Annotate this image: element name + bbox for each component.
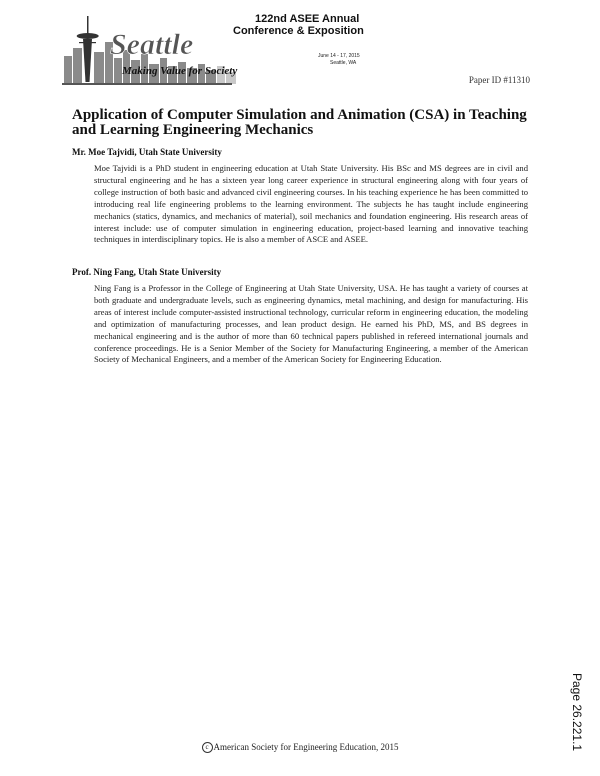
conference-date: June 14 - 17, 2015 — [318, 53, 360, 59]
author-bio: Ning Fang is a Professor in the College of Engineering at Utah State University, USA. He has taught a variety of courses at both graduate and undergraduate levels, such as engineering dynamics, metal machining, and design for manufacturing. His areas of interest include computer-assisted instructional technology, curricular reform in engineering education, the modeling and optimization of manufacturing processes, and lean product design. He earned his PhD, MS, and BS degrees in mechanical engineering and is the author of more than 60 technical papers published in refereed international journals and conference proceedings. He is a Senior Member of the Society for Manufacturing Engineering, a member of the American Society of Mechanical Engineers, and a member of the American Society for Engineering Education. — [94, 283, 528, 365]
author-name: Prof. Ning Fang, Utah State University — [72, 267, 222, 277]
copyright-icon: c — [202, 742, 213, 753]
page-number: Page 26.221.1 — [570, 673, 584, 752]
conference-title-line1: 122nd ASEE Annual — [255, 13, 360, 25]
footer-copyright — [0, 742, 600, 753]
copyright-text: American Society for Engineering Education, 2015 — [213, 742, 399, 752]
conference-dates — [318, 53, 360, 67]
paper-id: Paper ID #11310 — [468, 75, 530, 85]
conference-title — [233, 13, 393, 37]
author-bio: Moe Tajvidi is a PhD student in engineering education at Utah State University. His BSc and MS degrees are in civil and structural engineering and he has a sixteen year long career experience in structural engineering along with four years of college instruction of both basic and advanced civil engineering courses. In his teaching experience he has been committed to introducing real life engineering problems to the learning environment. The subjects he has taught include engineering mechanics (statics, dynamics, and mechanics of material), soil mechanics and foundation engineering. His research areas of interest include: use of computer simulation in engineering education, project-based learning and innovative teaching techniques in interdisciplinary topics. He is also a member of ASCE and ASEE. — [94, 163, 528, 245]
logo-tagline: Making Value for Society — [122, 65, 238, 77]
conference-location: Seattle, WA — [330, 60, 357, 66]
author-name: Mr. Moe Tajvidi, Utah State University — [72, 147, 222, 157]
paper-title: Application of Computer Simulation and Animation (CSA) in Teaching and Learning Engineering Mechanics — [72, 107, 527, 138]
logo-wordmark: Seattle — [110, 28, 194, 61]
conference-title-line2: Conference & Exposition — [233, 25, 364, 37]
